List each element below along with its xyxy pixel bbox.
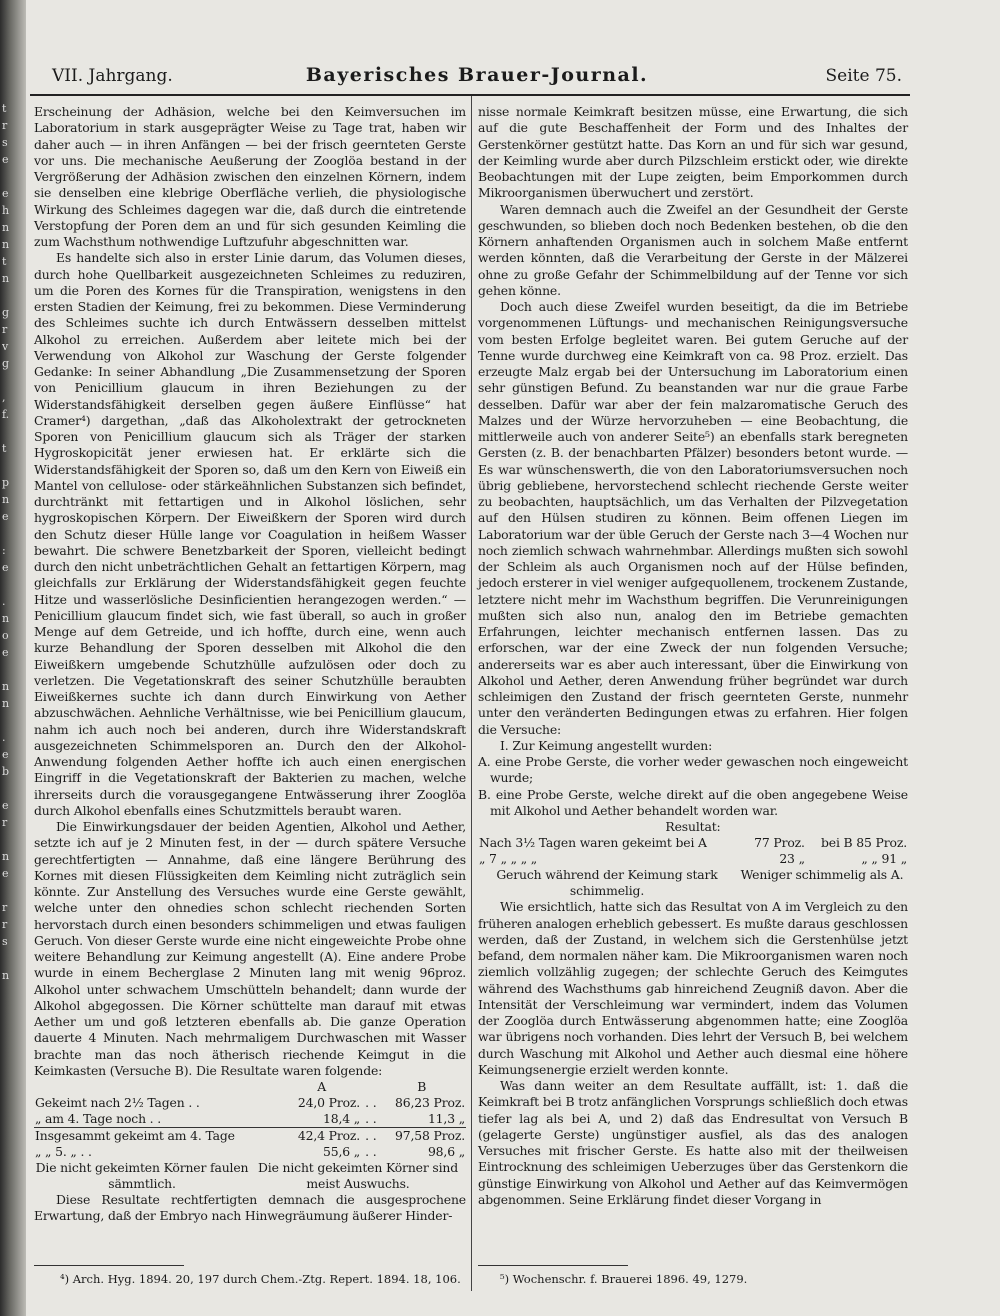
margin-letter: o xyxy=(2,629,9,642)
paragraph: Diese Resultate rechtfertigten demnach die ausgesprochene Erwartung, daß der Embryo nach Hinwegräumung äußerer Hinder- xyxy=(34,1192,466,1224)
margin-letter xyxy=(2,780,16,797)
column-divider xyxy=(471,96,472,1291)
margin-letter: h xyxy=(2,204,10,217)
margin-letter xyxy=(2,712,16,729)
margin-letter: n xyxy=(2,969,10,982)
margin-letter: e xyxy=(2,187,9,200)
paragraph: Erscheinung der Adhäsion, welche bei den Keimversuchen im Laboratorium in stark ausgeprägter Weise zu Tage trat, haben wir daher auch — in ihren Anfängen — bei der frisch geernteten Gerste vor uns. Die mechanische Aeußerung der Zooglöa bestand in der Vergrößerung der Adhäsion zwischen den einzelnen Körnern, indem sie denselben eine klebrige Oberfläche verlieh, die physiologische Wirkung des Schleimes dagegen war die, daß durch die eintretende Verstopfung der Poren dem an und für sich gesunden Keimling die zum Wachsthum nothwendige Luftzufuhr abgeschnitten war. xyxy=(34,104,466,249)
paragraph: Doch auch diese Zweifel wurden beseitigt, da die im Betriebe vorgenommenen Lüftungs- und mechanischen Reinigungsversuche vom besten Erfolge begleitet waren. Bei gutem Geruche auf der Tenne wurde durchweg eine Keimkraft von ca. 98 Proz. erzielt. Das erzeugte Malz ergab bei der Untersuchung im Laboratorium einen sehr günstigen Befund. Zu beanstanden war nur die graue Farbe desselben. Dafür war aber der fein malzaromatische Geruch des Malzes und der Würze hervorzuheben — eine Beobachtung, die mittlerweile auch von anderer Seite⁵) an ebenfalls stark beregneten Gersten (z. B. der benachbarten Pfälzer) besonders betont wurde. — Es war wünschenswerth, die von den Laboratoriumsversuchen noch übrig gebliebene, hervorstechend schlecht riechende Gerste weiter zu beobachten, hauptsächlich, um das Verhalten der Pilzvegetation auf den Hülsen studiren zu können. Beim offenen Liegen im Laboratorium war der üble Geruch der Gerste nach 3—4 Wochen nur noch ziemlich schwach wahrnehmbar. Allerdings mußten sich sowohl der Schleim als auch Organismen noch auf der Hülse befinden, jedoch ersterer in viel weniger aufgequollenem, trockenem Zustande, letztere nicht mehr im Wachsthum begriffen. Die Verunreinigungen mußten sich also nun, analog den im Betriebe gemachten Erfahrungen, leichter mechanisch entfernen lassen. Das zu erforschen, war der eine Zweck der nun folgenden Versuche; andererseits war es aber auch interessant, über die Einwirkung von Alkohol und Aether, deren Anwendung früher begründet war durch schleimigen den Zustand der frisch geernteten Gerste, nunmehr unter den veränderten Bedingungen etwas zu erfahren. Hier folgen die Versuche: xyxy=(478,299,908,737)
margin-letter: t xyxy=(2,255,7,268)
paragraph: Was dann weiter an dem Resultate auffällt, ist: 1. daß die Keimkraft bei B trotz anfänglichen Vorsprungs schließlich doch etwas tiefer lag als bei A, und 2) daß das Endresultat von Versuch B (gelagerte Gerste) ungünstiger ausfiel, als das des analogen Versuches mit frischer Gerste. Es hatte also mit der theilweisen Eintrocknung des schleimigen Ueberzuges über das Gerstenkorn die günstige Einwirkung von Alkohol und Aether auf das Keimvermögen abgenommen. Seine Erklärung findet dieser Vorgang in xyxy=(478,1078,908,1207)
margin-letter: n xyxy=(2,238,10,251)
margin-letter: n xyxy=(2,850,10,863)
margin-letter: e xyxy=(2,510,9,523)
margin-letter: n xyxy=(2,221,10,234)
column-header-b: B xyxy=(417,1079,427,1094)
result-table xyxy=(478,835,908,867)
margin-letter: r xyxy=(2,323,8,336)
margin-letter: e xyxy=(2,867,9,880)
column-header-a: A xyxy=(317,1079,327,1094)
margin-letter: n xyxy=(2,697,10,710)
margin-letter: . xyxy=(2,731,6,744)
margin-letter: e xyxy=(2,646,9,659)
footnote-rule xyxy=(478,1265,628,1266)
table-row: Gekeimt nach 2½ Tagen . . 24,0 Proz. . . 86,23 Proz. xyxy=(35,1095,465,1110)
margin-letter xyxy=(2,882,16,899)
note-a: Die nicht gekeimten Körner faulen sämmtlich. xyxy=(35,1160,249,1191)
note-a: Geruch während der Keimung stark schimmelig. xyxy=(496,867,718,899)
margin-letter: e xyxy=(2,799,9,812)
table-row: Nach 3½ Tagen waren gekeimt bei A 77 Proz. bei B 85 Proz. xyxy=(479,835,907,851)
margin-letter: r xyxy=(2,901,8,914)
margin-letter: r xyxy=(2,119,8,132)
page-number: Seite 75. xyxy=(825,66,902,86)
list-item: B. eine Probe Gerste, welche direkt auf die oben angegebene Weise mit Alkohol und Aether behandelt worden war. xyxy=(478,786,908,818)
volume-label: VII. Jahrgang. xyxy=(52,66,173,86)
margin-letter xyxy=(2,831,16,848)
margin-letter: f. xyxy=(2,408,10,421)
margin-letter xyxy=(2,576,16,593)
list-item: A. eine Probe Gerste, die vorher weder gewaschen noch eingeweicht wurde; xyxy=(478,754,908,786)
table-row: Insgesammt gekeimt am 4. Tage 42,4 Proz. . . 97,58 Proz. xyxy=(35,1128,465,1143)
margin-letter: n xyxy=(2,680,10,693)
footnote-left: ⁴) Arch. Hyg. 1894. 20, 197 durch Chem.-Ztg. Repert. 1894. 18, 106. xyxy=(60,1272,461,1286)
margin-letter xyxy=(2,287,16,304)
footnote-right: ⁵) Wochenschr. f. Brauerei 1896. 49, 1279. xyxy=(500,1272,748,1286)
margin-letter xyxy=(2,661,16,678)
germination-results-table xyxy=(34,1079,466,1160)
margin-letter: , xyxy=(2,391,6,404)
right-column xyxy=(478,104,908,1208)
margin-letter: r xyxy=(2,918,8,931)
margin-letter: s xyxy=(2,136,8,149)
margin-letter: n xyxy=(2,272,10,285)
margin-letter: e xyxy=(2,153,9,166)
page-header xyxy=(52,66,902,92)
margin-letter: p xyxy=(2,476,10,489)
journal-title: Bayerisches Brauer-Journal. xyxy=(305,64,649,86)
margin-letter xyxy=(2,950,16,967)
adjacent-page-margin xyxy=(2,100,16,1280)
note-b: Die nicht gekeimten Körner sind meist Auswuchs. xyxy=(257,1160,459,1191)
margin-letter xyxy=(2,168,16,185)
margin-letter: g xyxy=(2,357,10,370)
margin-letter xyxy=(2,457,16,474)
result-notes xyxy=(478,867,908,899)
margin-letter xyxy=(2,525,16,542)
left-column xyxy=(34,104,466,1225)
table-notes xyxy=(34,1160,466,1192)
paragraph: Die Einwirkungsdauer der beiden Agentien, Alkohol und Aether, setzte ich auf je 2 Minuten fest, in der — durch spätere Versuche gerechtfertigten — Annahme, daß eine längere Berührung des Kornes mit diesen Flüssigkeiten dem Keimling nicht zuträglich sein könnte. Zur Anstellung des Versuches wurde eine Gerste gewählt, welche unter den ohnedies schon schlecht riechenden Sorten hervorstach durch einen besonders schimmeligen und etwas fauligen Geruch. Von dieser Gerste wurde eine nicht eingeweichte Probe ohne weitere Behandlung zur Keimung angestellt (A). Eine andere Probe wurde in einem Becherglase 2 Minuten lang mit wenig 96proz. Alkohol unter schwachem Umschütteln behandelt; dann wurde der Alkohol abgegossen. Die Körner schüttelte man darauf mit etwas Aether um und goß letzteren ebenfalls ab. Die ganze Operation dauerte 4 Minuten. Nach mehrmaligem Durchwaschen mit Wasser brachte man das noch ätherisch riechende Keimgut in die Keimkasten (Versuche B). Die Resultate waren folgende: xyxy=(34,819,466,1078)
note-b: Weniger schimmelig als A. xyxy=(740,867,904,883)
table-row: „ „ 5. „ . . 55,6 „ . . 98,6 „ xyxy=(35,1144,465,1159)
margin-letter: b xyxy=(2,765,10,778)
table-row: „ 7 „ „ „ „ 23 „ „ „ 91 „ xyxy=(479,851,907,867)
margin-letter: r xyxy=(2,816,8,829)
paragraph: Es handelte sich also in erster Linie darum, das Volumen dieses, durch hohe Quellbarkeit ausgezeichneten Schleimes zu reduziren, um die Poren des Kornes für die Transpiration, wenigstens in den ersten Stadien der Keimung, frei zu bekommen. Diese Verminderung des Schleimes suchte ich durch Entwässern desselben mittelst Alkohol zu erreichen. Außerdem aber leitete mich bei der Verwendung von Alkohol zur Waschung der Gerste folgender Gedanke: In seiner Abhandlung „Die Zusammensetzung der Sporen von Penicillium glaucum in ihren Beziehungen zu der Widerstandsfähigkeit derselben gegen äußere Einflüsse“ hat Cramer⁴) dargethan, „daß das Alkoholextrakt der getrockneten Sporen von Penicillium glaucum sich als Träger der starken Hygroskopicität jener erwiesen hat. Er erklärte sich die Widerstandsfähigkeit der Sporen so, daß um den Kern von Eiweiß ein Mantel von cellulose- oder stärkeähnlichen Substanzen sich befindet, durchtränkt mit fettartigen und in Alkohol löslichen, sehr hygroskopischen Körpern. Der Eiweißkern der Sporen wird durch den Schutz dieser Hülle lange vor Coagulation in heißem Wasser bewahrt. Die schwere Benetzbarkeit der Sporen, vielleicht bedingt durch den nicht unbeträchtlichen Gehalt an fettartigen Körpern, mag gleichfalls zur Erklärung der Widerstandsfähigkeit gegen feuchte Hitze und wasserlösliche Desinficientien herangezogen werden.“ — Penicillium glaucum findet sich, wie fast überall, so auch in großer Menge auf dem Getreide, und ich hoffte, durch eine, wenn auch kurze Behandlung der Sporen desselben mit Alkohol die den Eiweißkern umgebende Schutzhülle aufzulösen oder doch zu verletzen. Die Vegetationskraft des seiner Schutzhülle beraubten Eiweißkernes suchte ich dann durch Einwirkung von Aether abzuschwächen. Aehnliche Verhältnisse, wie bei Penicillium glaucum, nahm ich auch noch bei anderen, durch ihre Widerstandskraft ausgezeichneten Schimmelsporen an. Durch den der Alkohol-Anwendung folgenden Aether hoffte ich auch einen energischen Eingriff in die Vegetationskraft der Bakterien zu machen, welche ihrerseits durch die vorausgegangene Entwässerung ihrer Zooglöa durch Alkohol ebenfalls eines Schutzmittels beraubt waren. xyxy=(34,250,466,818)
margin-letter: e xyxy=(2,561,9,574)
margin-letter: . xyxy=(2,595,6,608)
margin-letter: g xyxy=(2,306,10,319)
table-row: „ am 4. Tage noch . . 18,4 „ . . 11,3 „ xyxy=(35,1111,465,1126)
margin-letter: v xyxy=(2,340,9,353)
margin-letter: t xyxy=(2,442,7,455)
margin-letter: n xyxy=(2,493,10,506)
margin-letter: e xyxy=(2,748,9,761)
footnote-rule xyxy=(34,1265,184,1266)
margin-letter: n xyxy=(2,612,10,625)
paragraph: Wie ersichtlich, hatte sich das Resultat von A im Vergleich zu den früheren analogen erheblich gebessert. Es mußte daraus geschlossen werden, daß der Zustand, in welchem sich die Gerstenhülse jetzt befand, dem normalen näher kam. Die Mikroorganismen waren noch ziemlich vollzählig zugegen; der schlechte Geruch des Keimgutes während des Wachsthums gab hinreichend Zeugniß davon. Aber die Intensität der Verschleimung war vermindert, indem das Volumen der Zooglöa durch Entwässerung abgenommen hatte; eine Zooglöa war übrigens noch vorhanden. Dies lehrt der Versuch B, bei welchem durch Waschung mit Alkohol und Aether auch diesmal eine höhere Keimungsenergie erzielt werden konnte. xyxy=(478,899,908,1077)
paragraph: nisse normale Keimkraft besitzen müsse, eine Erwartung, die sich auf die gute Beschaffenheit der Form und des Inhaltes der Gerstenkörner gestützt hatte. Das Korn an und für sich war gesund, der Keimling wurde aber durch Pilzschleim erstickt oder, wie direkte Beobachtungen mit der Lupe zeigten, beim Emporkommen durch Mikroorganismen überwuchert und zerstört. xyxy=(478,104,908,201)
margin-letter: s xyxy=(2,935,8,948)
margin-letter xyxy=(2,372,16,389)
margin-letter: t xyxy=(2,102,7,115)
margin-letter xyxy=(2,423,16,440)
result-title: Resultat: xyxy=(665,819,721,834)
paragraph: Waren demnach auch die Zweifel an der Gesundheit der Gerste geschwunden, so blieben doch noch Bedenken bestehen, ob die den Körnern anhaftenden Organismen auch in solchem Maße entfernt werden könnten, daß die Verarbeitung der Gerste in der Mälzerei ohne zu große Gefahr der Schimmelbildung auf der Tenne vor sich gehen könne. xyxy=(478,201,908,298)
series-title: I. Zur Keimung angestellt wurden: xyxy=(500,737,713,753)
header-rule xyxy=(30,94,910,96)
margin-letter: : xyxy=(2,544,6,557)
